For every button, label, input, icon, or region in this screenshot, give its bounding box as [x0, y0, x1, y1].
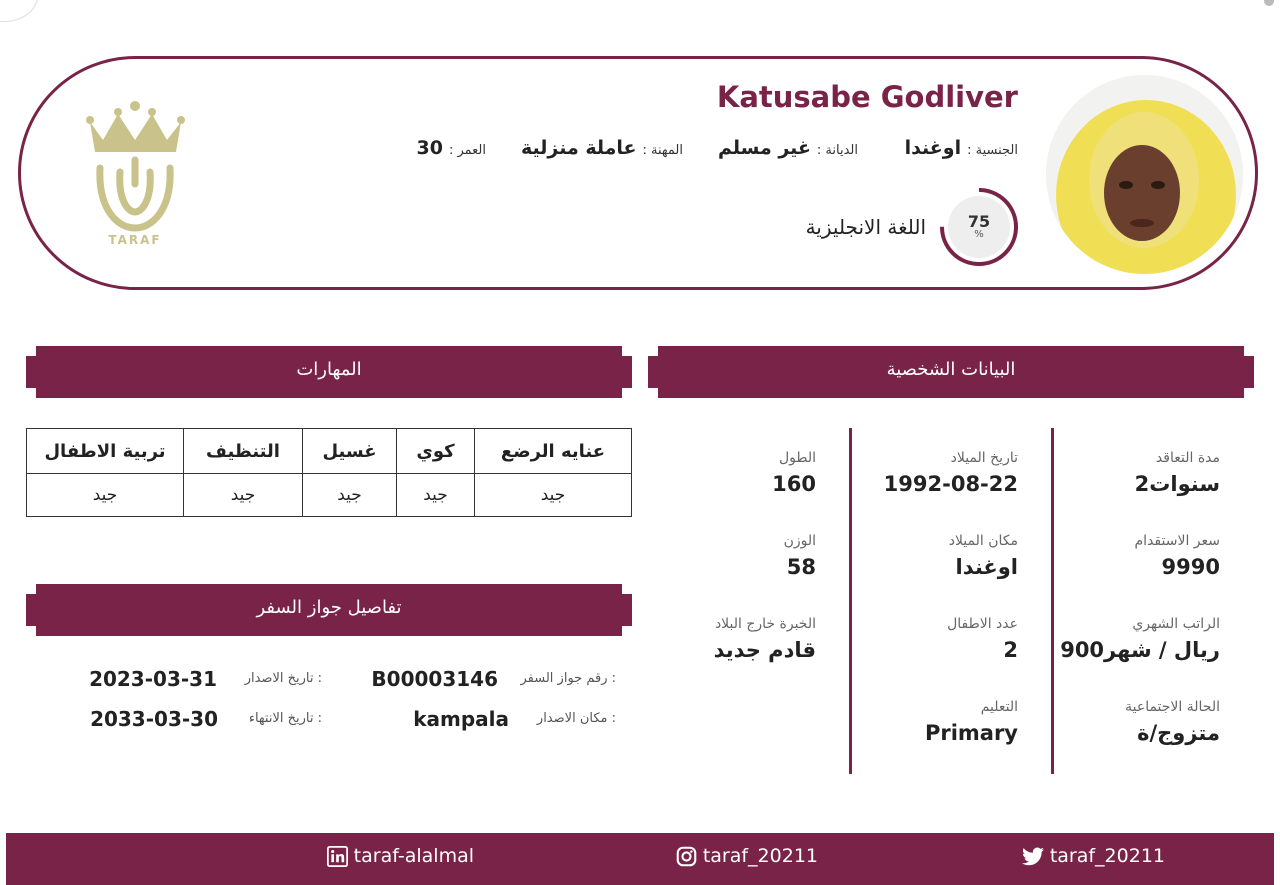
- monthly-salary-field: [1030, 616, 1220, 699]
- profession-value: عاملة منزلية: [520, 137, 637, 159]
- field-label: الطول: [778, 450, 816, 466]
- field-value: 9990: [1161, 555, 1220, 579]
- field-label: الراتب الشهري: [1132, 616, 1220, 632]
- skill-level: جيد: [27, 474, 184, 517]
- twitter-handle: taraf_20211: [1049, 845, 1165, 867]
- contract-duration-field: [1030, 450, 1220, 533]
- skill-header: غسيل: [303, 429, 397, 474]
- field-label: سعر الاستقدام: [1134, 533, 1220, 549]
- corner-decoration: [0, 0, 38, 22]
- passport-header: [26, 584, 632, 626]
- weight-field: [626, 533, 816, 616]
- linkedin-icon: [327, 846, 348, 867]
- skill-level: جيد: [303, 474, 397, 517]
- birth-place-field: [828, 533, 1018, 616]
- skill-header: التنظيف: [184, 429, 303, 474]
- nationality-label: الجنسية :: [967, 143, 1018, 158]
- expiry-date-label: تاريخ الانتهاء :: [248, 711, 322, 726]
- field-label: تاريخ الميلاد: [950, 450, 1018, 466]
- field-value: متزوج/ة: [1137, 721, 1220, 745]
- skills-header-row: [27, 429, 632, 474]
- instagram-link[interactable]: [676, 845, 818, 867]
- issue-date-value: 2023-03-31: [89, 667, 217, 691]
- field-value: 160: [772, 472, 816, 496]
- skill-header: عنايه الرضع: [475, 429, 632, 474]
- linkedin-handle: taraf-alalmal: [353, 845, 474, 867]
- skill-level: جيد: [475, 474, 632, 517]
- language-percent: 75: [967, 212, 991, 231]
- age-field: [417, 137, 487, 165]
- field-value: Primary: [924, 721, 1018, 745]
- field-label: الحالة الاجتماعية: [1125, 699, 1220, 715]
- passport-number-value: B00003146: [371, 667, 498, 691]
- field-label: مكان الميلاد: [948, 533, 1018, 549]
- personal-col-1: [1030, 450, 1220, 782]
- worker-name: Katusabe Godliver: [716, 80, 1018, 114]
- skill-header: تربية الاطفال: [27, 429, 184, 474]
- issue-date-label: تاريخ الاصدار :: [244, 671, 322, 686]
- taraf-logo: [78, 100, 193, 248]
- scroll-indicator[interactable]: [1264, 0, 1274, 6]
- field-value: 2سنوات: [1134, 472, 1220, 496]
- children-count-field: [828, 616, 1018, 699]
- personal-col-3: [626, 450, 816, 699]
- passport-title: تفاصيل جواز السفر: [256, 597, 402, 618]
- expiry-date-value: 2033-03-30: [90, 707, 218, 731]
- profile-photo: [1046, 75, 1243, 274]
- skills-value-row: [27, 474, 632, 517]
- field-label: مدة التعاقد: [1155, 450, 1220, 466]
- twitter-link[interactable]: [1022, 845, 1165, 867]
- field-value: 900ريال / شهر: [1060, 638, 1220, 662]
- passport-number-label: رقم جواز السفر :: [520, 671, 616, 686]
- field-label: عدد الاطفال: [947, 616, 1018, 632]
- nationality-value: اوغندا: [904, 137, 962, 159]
- field-value: 58: [786, 555, 816, 579]
- education-field: [828, 699, 1018, 782]
- religion-field: [718, 137, 858, 165]
- field-value: 1992-08-22: [883, 472, 1018, 496]
- linkedin-link[interactable]: [327, 845, 474, 867]
- skill-level: جيد: [184, 474, 303, 517]
- skills-title: المهارات: [296, 359, 362, 380]
- field-value: قادم جديد: [713, 638, 816, 662]
- skill-level: جيد: [397, 474, 475, 517]
- height-field: [626, 450, 816, 533]
- profession-field: [521, 137, 683, 165]
- personal-data-title: البيانات الشخصية: [886, 359, 1016, 380]
- language-label: اللغة الانجليزية: [805, 215, 926, 239]
- marital-status-field: [1030, 699, 1220, 782]
- nationality-field: [905, 137, 1018, 165]
- field-value: 2: [1003, 638, 1018, 662]
- experience-abroad-field: [626, 616, 816, 699]
- field-value: اوغندا: [955, 555, 1018, 579]
- issue-place-value: kampala: [413, 707, 509, 731]
- profession-label: المهنة :: [642, 143, 683, 158]
- skills-table: [26, 428, 632, 517]
- personal-col-2: [828, 450, 1018, 782]
- instagram-handle: taraf_20211: [702, 845, 818, 867]
- personal-data-header: [648, 346, 1254, 388]
- field-label: الوزن: [783, 533, 816, 549]
- field-label: التعليم: [980, 699, 1018, 715]
- field-label: الخبرة خارج البلاد: [714, 616, 816, 632]
- age-value: 30: [416, 137, 443, 159]
- age-label: العمر :: [448, 143, 486, 158]
- skills-header: [26, 346, 632, 388]
- twitter-icon: [1022, 847, 1044, 866]
- birth-date-field: [828, 450, 1018, 533]
- issue-place-label: مكان الاصدار :: [536, 711, 616, 726]
- language-percent-unit: %: [974, 229, 984, 240]
- religion-value: غير مسلم: [718, 137, 811, 159]
- recruitment-price-field: [1030, 533, 1220, 616]
- skill-header: كوي: [397, 429, 475, 474]
- instagram-icon: [676, 846, 697, 867]
- religion-label: الديانة :: [816, 143, 858, 158]
- svg-text:TARAF: TARAF: [108, 233, 162, 247]
